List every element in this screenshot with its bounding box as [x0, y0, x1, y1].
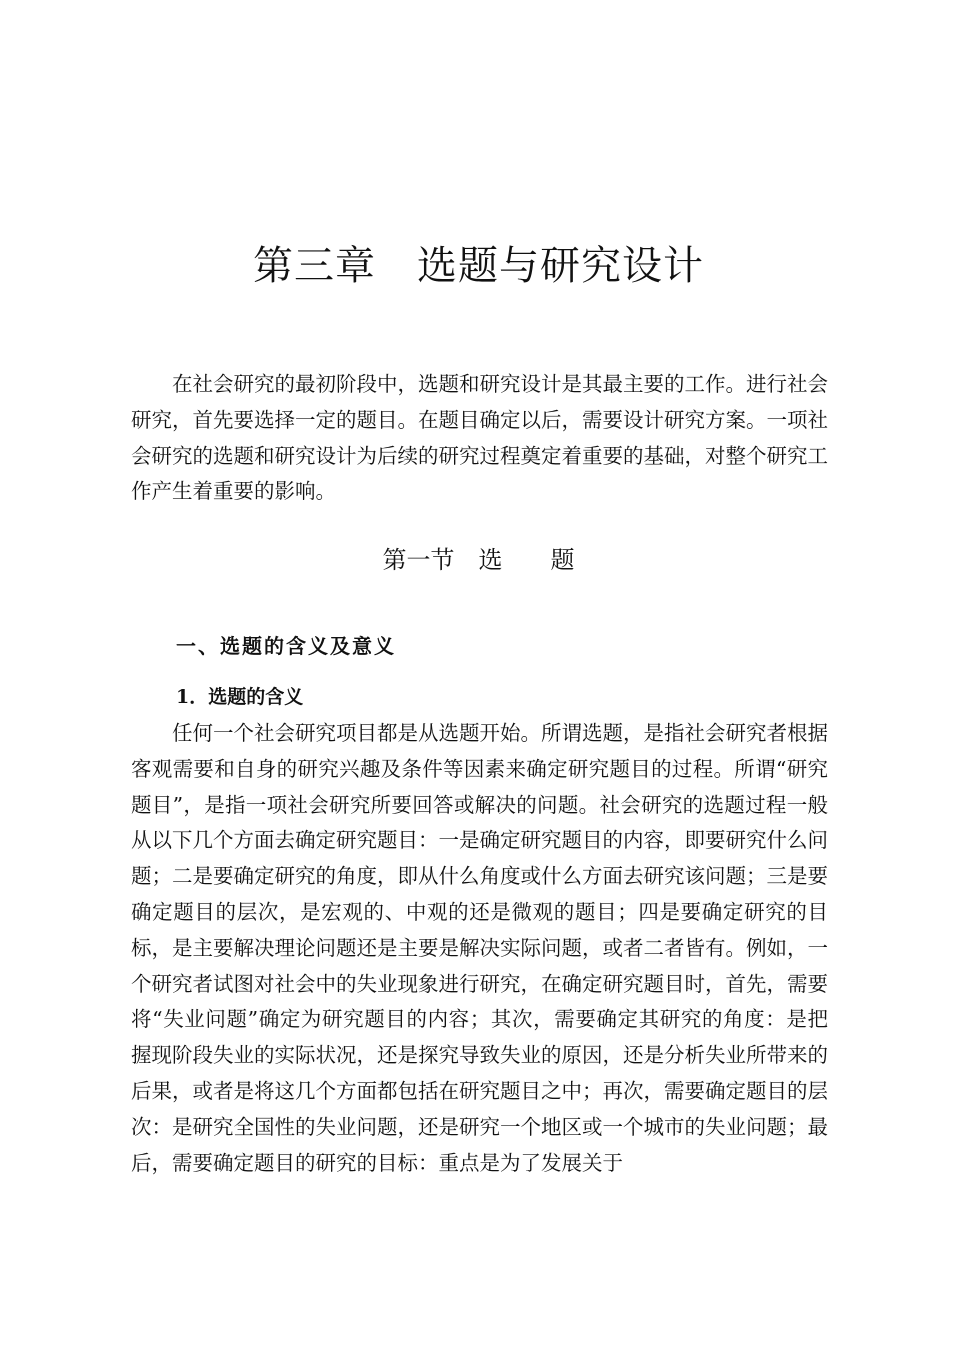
section-title: 第一节 选 题: [382, 546, 575, 574]
chapter-title: 第三章 选题与研究设计: [253, 243, 704, 289]
intro-section: [131, 367, 828, 510]
body-paragraph: 任何一个社会研究项目都是从选题开始。所谓选题，是指社会研究者根据客观需要和自身的研究兴趣及条件等因素来确定研究题目的过程。所谓“研究题目”，是指一项社会研究所要回答或解决的问题。社会研究的选题过程一般从以下几个方面去确定研究题目：一是确定研究题目的内容，即要研究什么问题；二是要确定研究的角度，即从什么角度或什么方面去研究该问题；三是要确定题目的层次，是宏观的、中观的还是微观的题目；四是要确定研究的目标，是主要解决理论问题还是主要是解决实际问题，或者二者皆有。例如，一个研究者试图对社会中的失业现象进行研究，在确定研究题目时，首先，需要将“失业问题”确定为研究题目的内容；其次，需要确定其研究的角度：是把握现阶段失业的实际状况，还是探究导致失业的原因，还是分析失业所带来的后果，或者是将这几个方面都包括在研究题目之中；再次，需要确定题目的层次：是研究全国性的失业问题，还是研究一个地区或一个城市的失业问题；最后，需要确定题目的研究的目标：重点是为了发展关于: [131, 721, 828, 1175]
intro-paragraph: 在社会研究的最初阶段中，选题和研究设计是其最主要的工作。进行社会研究，首先要选择一定的题目。在题目确定以后，需要设计研究方案。一项社会研究的选题和研究设计为后续的研究过程奠定着重要的基础，对整个研究工作产生着重要的影响。: [131, 372, 828, 504]
subsection-title: 一、选题的含义及意义: [176, 634, 396, 658]
item-title: 1．选题的含义: [176, 686, 304, 708]
body-section: [131, 716, 828, 1181]
